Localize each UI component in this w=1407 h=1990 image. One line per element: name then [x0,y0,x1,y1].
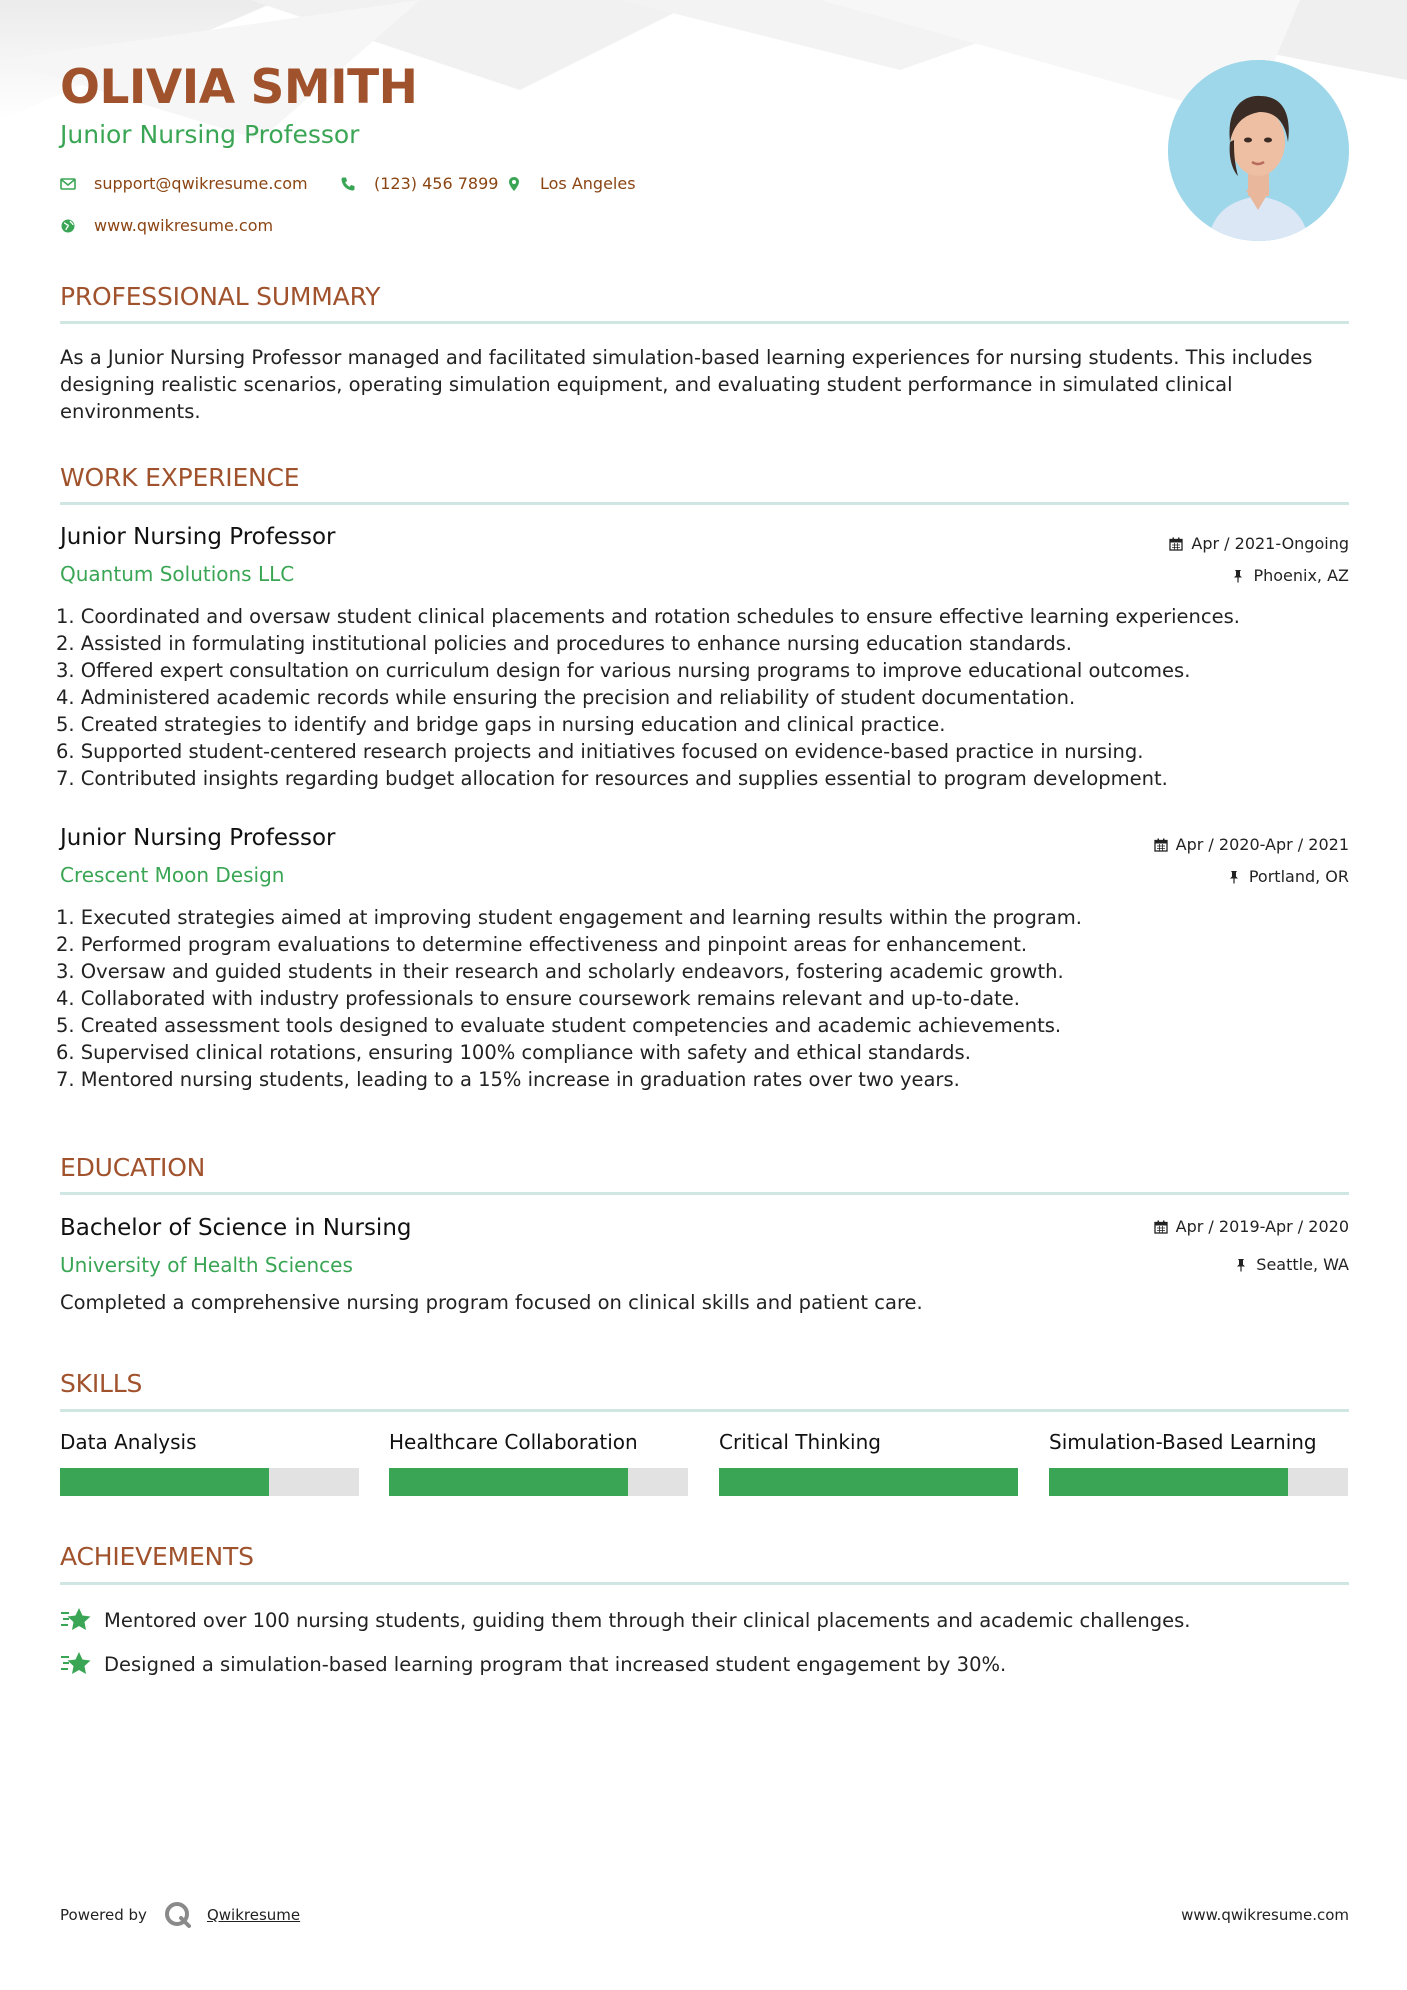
achievement-item [60,1605,1191,1635]
education-dates [1154,1217,1349,1236]
job-location [1227,867,1349,886]
profile-photo [1168,60,1349,241]
achievement-text: Mentored over 100 nursing students, guiding them through their clinical placements and academic challenges. [104,1608,1191,1632]
map-marker-icon [506,176,522,192]
pin-icon [1231,569,1245,583]
section-divider [60,1409,1349,1412]
list-item: 2. Assisted in formulating institutional policies and procedures to enhance nursing education standards. [56,632,1072,655]
skill-bar-fill [719,1468,1018,1496]
phone-text: (123) 456 7899 [374,174,499,193]
education-school: University of Health Sciences [60,1253,353,1277]
job-bullets [56,904,1356,1093]
section-title-skills: SKILLS [60,1369,143,1398]
achievement-text: Designed a simulation-based learning program that increased student engagement by 30%. [104,1652,1007,1676]
skill-label: Healthcare Collaboration [389,1430,638,1454]
candidate-title: Junior Nursing Professor [60,120,360,149]
footer-powered-by [60,1900,300,1930]
skill-bar-fill [60,1468,269,1496]
education-degree: Bachelor of Science in Nursing [60,1215,412,1241]
skill-bar [719,1468,1018,1496]
candidate-name: OLIVIA SMITH [60,60,418,115]
job-dates-text: Apr / 2021-Ongoing [1191,534,1349,553]
star-icon [60,1605,92,1635]
section-title-education: EDUCATION [60,1153,206,1182]
list-item: 6. Supervised clinical rotations, ensuring 100% compliance with safety and ethical standards. [56,1041,971,1064]
section-divider [60,502,1349,505]
website-text: www.qwikresume.com [94,216,274,235]
list-item: 3. Oversaw and guided students in their research and scholarly endeavors, fostering academic growth. [56,960,1064,983]
job-title: Junior Nursing Professor [60,825,336,851]
job-location [1231,566,1349,585]
contact-phone[interactable] [340,174,498,193]
education-dates-text: Apr / 2019-Apr / 2020 [1175,1217,1349,1236]
calendar-icon [1154,1220,1168,1234]
section-divider [60,1582,1349,1585]
job-location-text: Portland, OR [1248,867,1349,886]
pin-icon [1234,1258,1248,1272]
email-text: support@qwikresume.com [94,174,308,193]
skill-label: Simulation-Based Learning [1049,1430,1317,1454]
education-location-text: Seattle, WA [1256,1255,1349,1274]
skill-bar [1049,1468,1348,1496]
education-location [1234,1255,1349,1274]
job-company: Crescent Moon Design [60,863,285,887]
list-item: 6. Supported student-centered research projects and initiatives focused on evidence-based practice in nursing. [56,740,1144,763]
section-divider [60,1192,1349,1195]
star-icon [60,1649,92,1679]
contact-website[interactable] [60,216,273,235]
skill-label: Critical Thinking [719,1430,881,1454]
list-item: 1. Coordinated and oversaw student clinical placements and rotation schedules to ensure effective learning experiences. [56,605,1240,628]
calendar-icon [1154,838,1168,852]
section-title-experience: WORK EXPERIENCE [60,463,300,492]
list-item: 7. Mentored nursing students, leading to a 15% increase in graduation rates over two years. [56,1068,960,1091]
job-dates-text: Apr / 2020-Apr / 2021 [1175,835,1349,854]
skill-label: Data Analysis [60,1430,197,1454]
job-company: Quantum Solutions LLC [60,562,295,586]
section-title-achievements: ACHIEVEMENTS [60,1542,254,1571]
skill-bar-fill [389,1468,628,1496]
section-title-summary: PROFESSIONAL SUMMARY [60,282,381,311]
globe-icon [60,218,76,234]
footer-website[interactable]: www.qwikresume.com [1181,1906,1349,1924]
list-item: 5. Created assessment tools designed to evaluate student competencies and academic achievements. [56,1014,1062,1037]
envelope-icon [60,176,76,192]
powered-by-label: Powered by [60,1906,147,1924]
job-dates [1169,534,1349,553]
phone-icon [340,176,356,192]
skill-bar [389,1468,688,1496]
job-dates [1154,835,1349,854]
list-item: 4. Collaborated with industry professionals to ensure coursework remains relevant and up-to-date. [56,987,1020,1010]
contact-email[interactable] [60,174,308,193]
education-description: Completed a comprehensive nursing program focused on clinical skills and patient care. [60,1291,923,1314]
location-text: Los Angeles [540,174,636,193]
section-divider [60,321,1349,324]
job-location-text: Phoenix, AZ [1253,566,1349,585]
list-item: 3. Offered expert consultation on curriculum design for various nursing programs to improve educational outcomes. [56,659,1191,682]
contact-location [506,174,636,193]
list-item: 7. Contributed insights regarding budget allocation for resources and supplies essential to program development. [56,767,1168,790]
list-item: 1. Executed strategies aimed at improving student engagement and learning results within the program. [56,906,1082,929]
calendar-icon [1169,537,1183,551]
list-item: 2. Performed program evaluations to determine effectiveness and pinpoint areas for enhancement. [56,933,1028,956]
job-bullets [56,603,1356,792]
job-title: Junior Nursing Professor [60,524,336,550]
qwikresume-logo-icon [163,1900,193,1930]
skill-bar-fill [1049,1468,1288,1496]
summary-text: As a Junior Nursing Professor managed and facilitated simulation-based learning experiences for nursing students. This includes designing realistic scenarios, operating simulation equipment, and evaluating student performance in simulated clinical environments. [60,346,1313,423]
achievement-item [60,1649,1006,1679]
qwikresume-link[interactable]: Qwikresume [206,1906,301,1924]
skill-bar [60,1468,359,1496]
list-item: 5. Created strategies to identify and bridge gaps in nursing education and clinical practice. [56,713,946,736]
pin-icon [1227,870,1241,884]
list-item: 4. Administered academic records while ensuring the precision and reliability of student documentation. [56,686,1076,709]
